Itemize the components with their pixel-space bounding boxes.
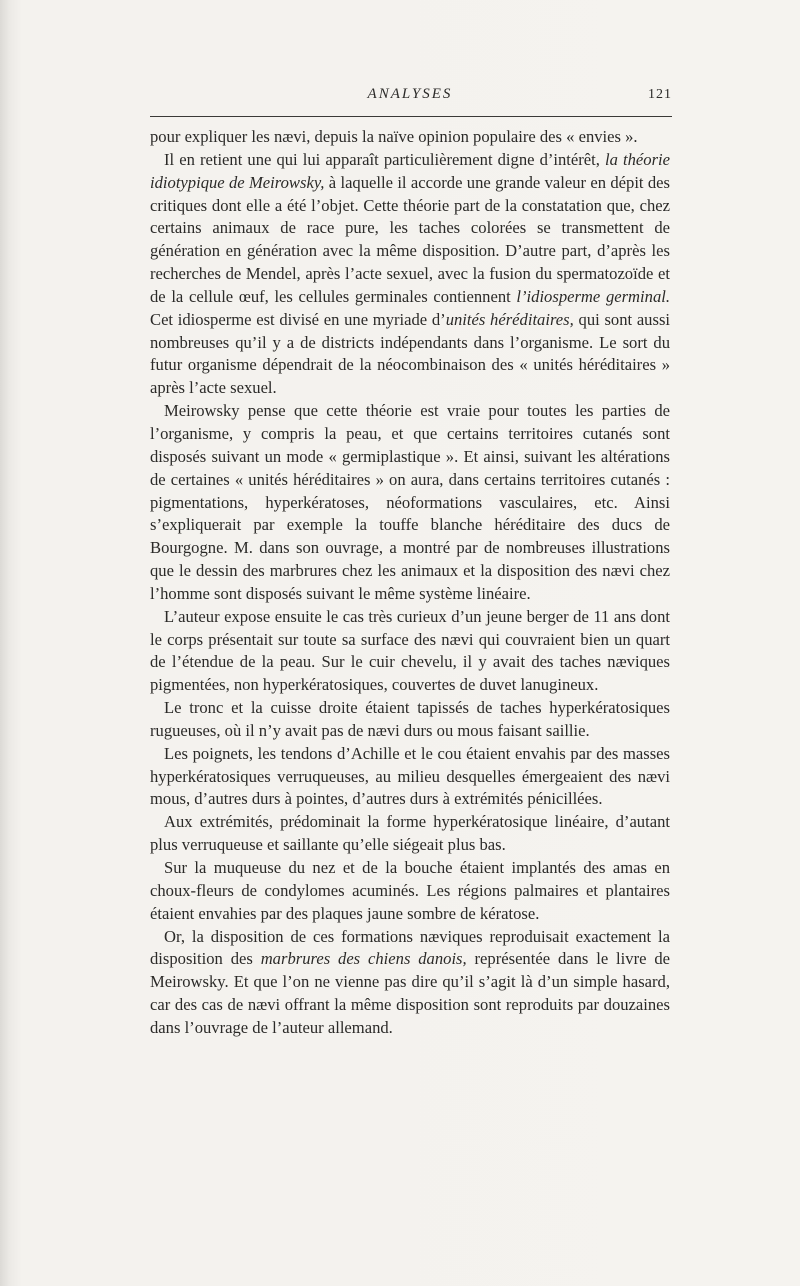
text-run: Or, la disposition de ces formations næviques reproduisait exactement la disposition des — [150, 926, 670, 969]
paragraph — [150, 926, 670, 1040]
body-text — [150, 126, 670, 1040]
header-rule — [150, 116, 672, 117]
paragraph — [150, 400, 670, 606]
text-run: à laquelle il accorde une grande valeur en dépit des critiques dont elle a été l’objet. Cette théorie part de la constatation que, chez certains animaux de race pure, les taches colorées se transmettent de génération en génération avec la même disposition. D’autre part, d’après les recherches de Mendel, après l’acte sexuel, avec la fusion du spermatozoïde et de la cellule œuf, les cellules germinales contiennent — [150, 172, 670, 306]
text-run: Aux extrémités, prédominait la forme hyperkératosique linéaire, d’autant plus verruqueuse et saillante qu’elle siégeait plus bas. — [150, 812, 670, 855]
italic-run: la théorie idiotypique de Meirowsky, — [150, 149, 671, 192]
running-head — [150, 84, 670, 106]
paragraph — [150, 149, 670, 400]
text-run: L’auteur expose ensuite le cas très curieux d’un jeune berger de 11 ans dont le corps présentait sur toute sa surface des nævi qui couvraient bien un quart de l’étendue de la peau. Sur le cuir chevelu, il y avait des taches næviques pigmentées, non hyperkératosiques, couvertes de duvet lanugineux. — [150, 606, 670, 695]
text-run: Sur la muqueuse du nez et de la bouche étaient implantés des amas en choux-fleurs de condylomes acuminés. Les régions palmaires et plantaires étaient envahies par des plaques jaune sombre de kératose. — [150, 858, 670, 923]
paragraph — [150, 743, 670, 812]
running-title: ANALYSES — [367, 86, 453, 102]
text-run: Les poignets, les tendons d’Achille et le cou étaient envahis par des masses hyperkératosiques verruqueuses, au milieu desquelles émergeaient des nævi mous, d’autres durs à pointes, d’autres durs à extrémités pénicillées. — [150, 743, 670, 809]
paragraph — [150, 811, 670, 857]
text-run: pour expliquer les nævi, depuis la naïve opinion populaire des « envies ». — [150, 127, 638, 146]
italic-run: l’idiosperme germinal. — [516, 286, 671, 306]
paragraph — [150, 126, 670, 149]
paragraph — [150, 857, 670, 926]
italic-run: marbrures des chiens danois, — [260, 949, 467, 969]
text-run: Cet idiosperme est divisé en une myriade d’ — [150, 309, 446, 329]
text-run: qui sont aussi nombreuses qu’il y a de districts indépendants dans l’organisme. Le sort du futur organisme dépendrait de la néocombinaison des « unités héréditaires » après l’acte sexuel. — [150, 309, 671, 398]
text-run: Meirowsky pense que cette théorie est vraie pour toutes les parties de l’organisme, y compris la peau, et que certains territoires cutanés sont disposés suivant un mode « germiplastique ». Et ainsi, suivant les altérations de certaines « unités héréditaires » on aura, dans certains territoires cutanés : pigmentations, hyperkératoses, néoformations vasculaires, etc. Ainsi s’expliquerait par exemple la touffe blanche héréditaire des ducs de Bourgogne. M. dans son ouvrage, a montré par de nombreuses illustrations que le dessin des marbrures chez les animaux et la disposition des nævi chez l’homme sont disposés suivant le même système linéaire. — [150, 401, 670, 603]
text-run: représentée dans le livre de Meirowsky. Et que l’on ne vienne pas dire qu’il s’agit là d’un simple hasard, car des cas de nævi offrant la même disposition sont reproduits par douzaines dans l’ouvrage de l’auteur allemand. — [150, 949, 670, 1037]
text-run: Il en retient une qui lui apparaît particulièrement digne d’intérêt, — [164, 149, 606, 169]
text-run: Le tronc et la cuisse droite étaient tapissés de taches hyperkératosiques rugueuses, où il n’y avait pas de nævi durs ou mous faisant saillie. — [150, 698, 670, 740]
paragraph — [150, 697, 670, 743]
page-number: 121 — [648, 87, 672, 102]
paragraph — [150, 606, 670, 697]
italic-run: unités héréditaires, — [445, 309, 574, 329]
